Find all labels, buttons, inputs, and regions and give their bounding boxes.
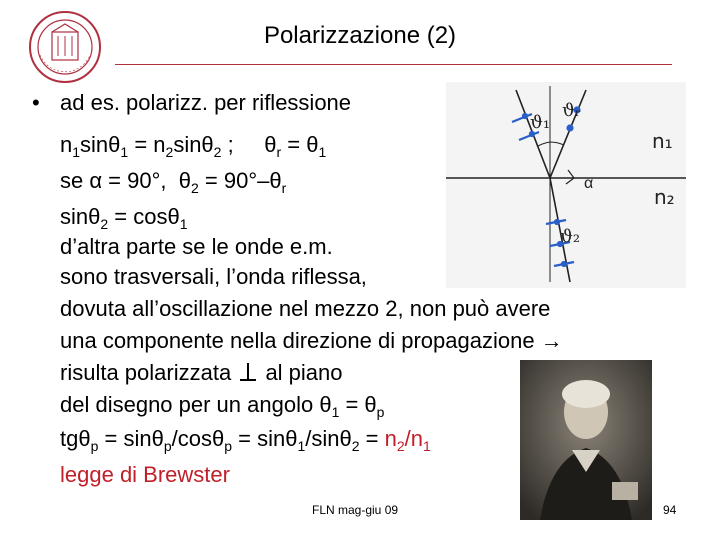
text-line-1: ad es. polarizz. per riflessione bbox=[60, 90, 352, 115]
thetar-label: ϑᵣ bbox=[562, 100, 582, 121]
portrait-photo bbox=[520, 360, 652, 520]
title-divider bbox=[115, 64, 672, 65]
text-line-4: sinθ$_2$ = cosθ$_1$ bbox=[60, 204, 188, 232]
text-line-11: $tg\theta_p = \sin\theta_p/\cos\theta_p = \sin\theta_1/\sin\theta_2 = n_2/n_1$ bbox=[60, 426, 431, 454]
text-line-9: risulta polarizzata al piano bbox=[60, 360, 343, 385]
perpendicular-symbol bbox=[239, 362, 257, 382]
text-line-12: legge di Brewster bbox=[60, 462, 230, 487]
brewster-reflection-diagram bbox=[446, 82, 686, 288]
n1-label: n₁ bbox=[652, 129, 673, 153]
theta1-label: ϑ₁ bbox=[530, 112, 551, 133]
text-line-10: del disegno per un angolo $\theta_1 = \theta_p$ bbox=[60, 392, 385, 420]
text-line-2: $n_1\sin\theta_1 = n_2\sin\theta_2$ ; $\theta_r = \theta_1$ bbox=[60, 132, 327, 160]
theta2-label: ϑ₂ bbox=[560, 226, 581, 247]
alpha-label: α bbox=[584, 175, 594, 192]
slide-title: Polarizzazione (2) bbox=[263, 22, 457, 49]
bullet-marker: • bbox=[32, 90, 40, 115]
n2-label: n₂ bbox=[654, 185, 675, 209]
text-line-8: una componente nella direzione di propagazione → bbox=[60, 328, 563, 353]
text-line-7: dovuta all’oscillazione nel mezzo 2, non può avere bbox=[60, 296, 551, 321]
page-number: 94 bbox=[663, 503, 677, 517]
text-line-3: se α = 90°, $\theta_2 = 90^\circ-\theta_r$ bbox=[60, 168, 287, 196]
footer-text: FLN mag-giu 09 bbox=[312, 503, 399, 517]
text-line-6: sono trasversali, l’onda riflessa, bbox=[60, 264, 367, 289]
text-line-5: d’altra parte se le onde e.m. bbox=[60, 234, 333, 259]
